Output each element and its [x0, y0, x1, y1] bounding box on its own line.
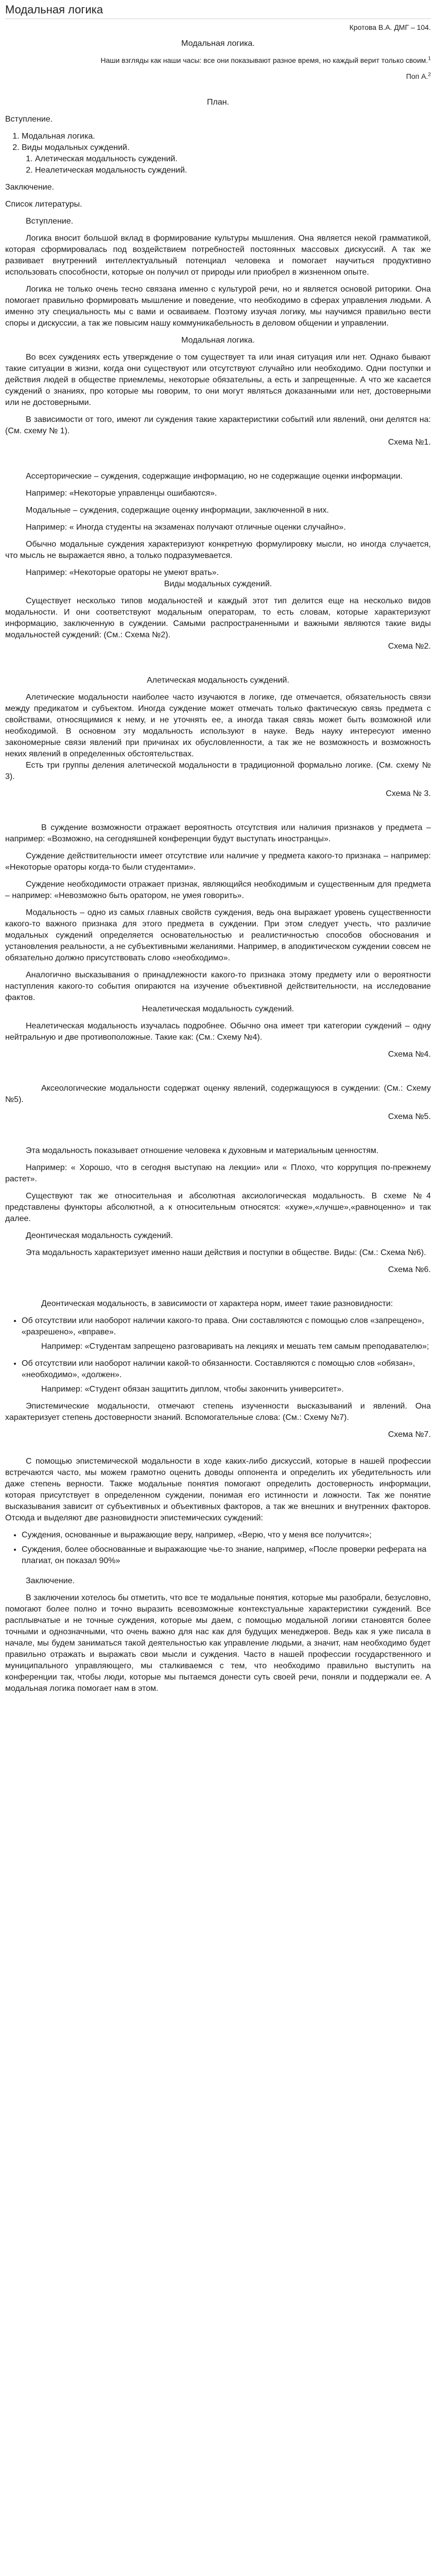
- epigraph-author: [5, 71, 431, 81]
- deontic-list-item: • Об отсутствии или наоборот наличии какой-то обязанности. Составляются с помощью слов «обязан», «необходимо», «должен».: [22, 1358, 431, 1381]
- aletic-paragraph: Аналогично высказывания о принадлежности какого-то признака этому предмету или о вероятности наступления какого-то события опираются на изучение объективной действительности, на исследование фактов.: [5, 971, 431, 1002]
- nonaletic-paragraph: Неалетическая модальность изучалась подробнее. Обычно она имеет три категории суждений – одну нейтральную и две противоположные. Такие как: (См.: Схему №4).: [5, 1022, 431, 1042]
- plan-list: [5, 131, 431, 176]
- deontic-example: Например: «Студент обязан защитить диплом, чтобы закончить университет».: [41, 1385, 344, 1394]
- author-line: Кротова В.А. ДМГ – 104.: [349, 23, 431, 31]
- nonaletic-paragraph: Существуют так же относительная и абсолютная аксиологическая модальность. В схеме №4 представлены функторы абсолютной, а к относительным относятся: «хуже»,«лучше»,«равноценно» и так далее.: [5, 1192, 431, 1223]
- deontic-subheading: Деонтическая модальность суждений.: [26, 1231, 173, 1240]
- section-heading-modal-logic: Модальная логика.: [181, 336, 255, 345]
- deontic-list-item: • Об отсутствии или наоборот наличии какого-то права. Они составляются с помощью слов «запрещено», «разрешено», «вправе».: [22, 1315, 431, 1338]
- scheme-caption-6: Схема №6.: [388, 1265, 431, 1274]
- epigraph-text: Наши взгляды как наши часы: все они показывают разное время, но каждый верит только своим.: [100, 56, 428, 64]
- epistemic-list: [5, 1530, 431, 1567]
- nonaletic-paragraph: С помощью эпистемической модальности в ходе каких-либо дискуссий, которые в нашей профессии встречаются часто, мы можем грамотно оценить доводы оппонента и определить их убедительность или даже степень верности. Также модальные понятия помогают определить достоверность информации, которая присутствует в определенном суждении, понимая его истинности и ложности. Так же понятие высказывания зависит от субъективных и объективных факторов, а так же внешних и внутренних факторов. Отсюда и выделяют две разновидности эпистемических суждений:: [5, 1457, 431, 1522]
- plan-subitem: 2. Неалетическая модальность суждений.: [35, 165, 431, 176]
- conclusion-heading: Заключение.: [26, 1577, 75, 1585]
- aletic-paragraph: Суждение необходимости отражает признак, являющийся необходимым и существенным для предмета – например: «Невозможно быть оратором, не умея говорить».: [5, 880, 431, 900]
- scheme-caption-2: Схема №2.: [388, 642, 431, 651]
- plan-item: [22, 142, 431, 176]
- section-heading-nonaletic: Неалетическая модальность суждений.: [142, 1005, 294, 1013]
- modal-paragraph: Во всех суждениях есть утверждение о том существует та или иная ситуация или нет. Однако бывают такие ситуации в жизни, когда они существуют или отсутствуют случайно или необходимо. Одни поступки и действия людей в обществе приемлемы, некоторые обязательны, а есть и запрещенные. А что же касается суждений о знаниях, про которые мы говорим, то они могут являться доказанными или нет, достоверными или не достоверными.: [5, 353, 431, 407]
- epigraph-footnote-ref: 1: [428, 56, 431, 62]
- modal-example: Например: «Некоторые управленцы ошибаются».: [26, 489, 217, 498]
- nonaletic-paragraph: Деонтическая модальность, в зависимости от характера норм, имеет такие разновидности:: [41, 1299, 393, 1308]
- modal-example: Например: « Иногда студенты на экзаменах получают отличные оценки случайно».: [26, 523, 346, 532]
- intro-paragraph: Логика не только очень тесно связана именно с культурой речи, но и является основой риторики. Она помогает правильно формировать мышление и поведение, что необходимо в сферах управления людьми. А именно эту специальность мы с вами и осваиваем. Поэтому изучая логику, мы научимся правильно вести споры и дискуссии, а так же повысим нашу коммуникабельность в деловом общении и управлении.: [5, 285, 431, 328]
- modal-paragraph: Ассерторические – суждения, содержащие информацию, но не содержащие оценки информации.: [26, 472, 403, 481]
- nonaletic-paragraph: Эта модальность характеризует именно наши действия и поступки в обществе. Виды: (См.: Схема №6).: [26, 1248, 426, 1257]
- essay-subtitle: Модальная логика.: [181, 39, 255, 48]
- plan-heading: План.: [206, 98, 229, 107]
- deontic-list: [5, 1358, 431, 1381]
- nonaletic-paragraph: Эпистемические модальности, отмечают степень изученности высказываний и явлений. Она характеризует степень достоверности знаний. Вспомогательные слова: (См.: Схему №7).: [5, 1402, 431, 1422]
- page-title: Модальная логика: [5, 3, 103, 16]
- aletic-paragraph: В суждение возможности отражает вероятность отсутствия или наличия признаков у предмета – например: «Возможно, на сегодняшней конференции будут выступать иностранцы».: [5, 823, 431, 843]
- aletic-paragraph: Модальность – одно из самых главных свойств суждения, ведь она выражает уровень существенности какого-то важного признака для этого предмета в суждении. При этом следует учесть, что различие модальных суждений определяется основательностью и реалистичностью способов обоснования и установления реальности, а не субъективными желаниями. Например, в аподиктическом суждении совсем не обязательно должно присутствовать слово «необходимо».: [5, 908, 431, 962]
- types-paragraph: Существует несколько типов модальностей и каждый этот тип делится еще на несколько видов модальности. И они соответствуют модальным операторам, то есть словам, которые характеризуют информацию, заключенную в суждении. Самыми распространенными и важными являются такие виды модальностей суждений: (См.: Схема №2).: [5, 597, 431, 639]
- plan-conclusion: Заключение.: [5, 183, 55, 192]
- scheme-caption-5: Схема №5.: [388, 1112, 431, 1121]
- modal-example: Например: «Некоторые ораторы не умеют врать».: [26, 568, 219, 577]
- intro-heading: Вступление.: [26, 217, 74, 226]
- plan-subitem: 1. Алетическая модальность суждений.: [35, 154, 431, 165]
- nonaletic-example: Например: « Хорошо, что в сегодня выступаю на лекции» или « Плохо, что коррупция по-прежнему растет».: [5, 1163, 431, 1183]
- modal-paragraph: Обычно модальные суждения характеризуют конкретную формулировку мысли, но иногда случается, что мысль не выражается явно, а только подразумевается.: [5, 540, 431, 560]
- epigraph-author-footnote-ref: 2: [428, 72, 431, 78]
- intro-paragraph: Логика вносит большой вклад в формирование культуры мышления. Она является некой грамматикой, которая сформировалась под воздействием потребностей постоянных массовых дискуссий. А так же развивает внутренний интеллектуальный потенциал человека и помогает научиться продуктивно использовать способности, которые он получил от природы или приобрел в жизненном опыте.: [5, 234, 431, 277]
- plan-sublist: [22, 154, 431, 176]
- deontic-example: Например: «Студентам запрещено разговаривать на лекциях и мешать тем самым преподавателю»;: [41, 1342, 429, 1351]
- plan-item-label: Виды модальных суждений.: [22, 143, 130, 152]
- scheme-caption-3: Схема № 3.: [386, 789, 431, 798]
- epistemic-list-item: • Суждения, основанные и выражающие веру, например, «Верю, что у меня все получится»;: [22, 1530, 431, 1541]
- scheme-caption-4: Схема №4.: [388, 1050, 431, 1059]
- conclusion-paragraph: В заключении хотелось бы отметить, что все те модальные понятия, которые мы разобрали, безусловно, помогают более полно и точно выразить всевозможные контекстуальные характеристики суждений. Все расплывчатые и не точные суждения, которые мы даем, с помощью модальной логики становятся более точными и однозначными, что очень важно для нас как для будущих менеджеров. Ведь как я уже писала в начале, мы будем заниматься такой деятельностью как управление людьми, а значит, нам необходимо будет правильно отражать и выражать свои мысли и суждения. Часто в нашей профессии государственного и муниципального управляющего, мы сталкиваемся с тем, что необходимо правильно выступить на конференции так, чтобы люди, которые мы пытаемся донести суть своей речи, поняли и поддержали ее. А модальная логика помогает нам в этом.: [5, 1594, 431, 1693]
- plan-intro: Вступление.: [5, 115, 53, 124]
- aletic-paragraph: Есть три группы деления алетической модальности в традиционной формально логике. (См. схему № 3).: [5, 761, 431, 781]
- modal-paragraph: Модальные – суждения, содержащие оценку информации, заключенной в них.: [26, 506, 329, 515]
- plan-references: Список литературы.: [5, 200, 82, 209]
- nonaletic-paragraph: Аксеологические модальности содержат оценку явлений, содержащуюся в суждении: (См.: Схему №5).: [5, 1084, 431, 1104]
- modal-paragraph: В зависимости от того, имеют ли суждения такие характеристики событий или явлений, они делятся на: (См. схему № 1).: [5, 415, 431, 435]
- section-heading-types: Виды модальных суждений.: [164, 580, 272, 588]
- section-heading-aletic: Алетическая модальность суждений.: [147, 676, 289, 685]
- epigraph: [5, 55, 431, 65]
- epigraph-author-name: Поп А.: [406, 72, 428, 80]
- scheme-caption-1: Схема №1.: [388, 438, 431, 447]
- epistemic-list-item: • Суждения, более обоснованные и выражающие чье-то знание, например, «После проверки реферата на плагиат, он показал 90%»: [22, 1544, 431, 1567]
- aletic-paragraph: Алетические модальности наиболее часто изучаются в логике, где отмечается, обязательность связи между предикатом и субъектом. Иногда суждение может отмечать только фактическую связь предмета с свойствами, относящимися к нему, и не уточнять ее, а иногда такая связь может быть возможной или необходимой. В основном эту модальность используют в науке. Ведь науку интересуют именно закономерные связи явлений при причинах их обусловленности, а так же не возможность и возможность неких явлений в определенных обстоятельствах.: [5, 693, 431, 758]
- deontic-list: [5, 1315, 431, 1338]
- plan-item: 1. Модальная логика.: [22, 131, 431, 142]
- scheme-caption-7: Схема №7.: [388, 1430, 431, 1439]
- nonaletic-paragraph: Эта модальность показывает отношение человека к духовным и материальным ценностям.: [26, 1146, 379, 1155]
- aletic-paragraph: Суждение действительности имеет отсутствие или наличие у предмета какого-то признака – например: «Некоторые ораторы когда-то были студентами».: [5, 852, 431, 872]
